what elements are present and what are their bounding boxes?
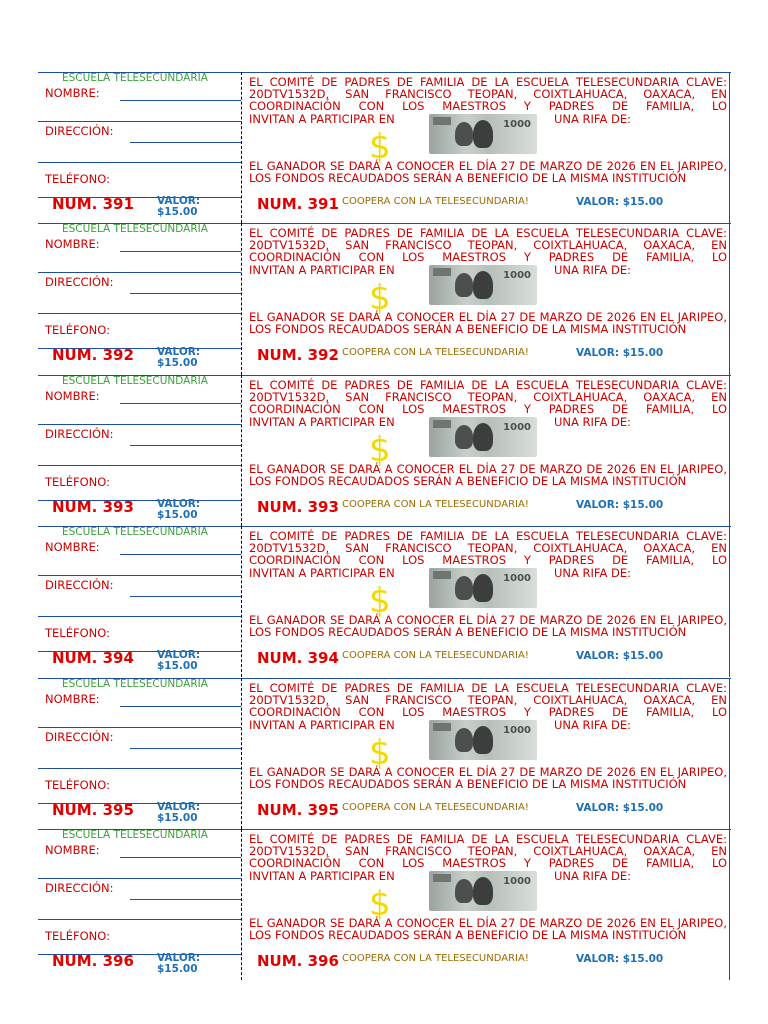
stub-address-label: DIRECCIÓN: — [45, 426, 114, 441]
stub-name-field[interactable] — [120, 100, 241, 101]
invitation-text: EL COMITÉ DE PADRES DE FAMILIA DE LA ESCUELA TELESECUNDARIA CLAVE: 20DTV1532D, SAN FRANCISCO TEOPAN, COIXTLAHUACA, OAXACA, EN COORDINACIÓN CON LOS MAESTROS Y PADRES DE FAMILIA, LO — [249, 832, 727, 870]
stub-address-label: DIRECCIÓN: — [45, 275, 114, 290]
ticket-main — [243, 829, 730, 980]
coopera-slogan: COOPERA CON LA TELESECUNDARIA! — [342, 801, 529, 813]
stub-school-name: ESCUELA TELESECUNDARIA — [62, 72, 208, 84]
banknote-portrait — [455, 879, 473, 903]
ticket-number: NUM. 394 — [257, 649, 339, 668]
raffle-label: UNA RIFA DE: — [554, 414, 632, 429]
raffle-ticket — [38, 375, 731, 526]
invitation-text-end: INVITAN A PARTICIPAR EN — [249, 566, 395, 581]
stub-phone-label: TELÉFONO: — [45, 172, 110, 186]
stub-ticket-number: NUM. 391 — [52, 195, 134, 213]
invitation-text: EL COMITÉ DE PADRES DE FAMILIA DE LA ESCUELA TELESECUNDARIA CLAVE: 20DTV1532D, SAN FRANCISCO TEOPAN, COIXTLAHUACA, OAXACA, EN COORDINACIÓN CON LOS MAESTROS Y PADRES DE FAMILIA, LO — [249, 680, 727, 719]
raffle-label: UNA RIFA DE: — [554, 112, 632, 126]
stub-divider — [38, 313, 241, 314]
dollar-sign-icon: $ — [369, 884, 391, 924]
stub-price-label: VALOR: — [157, 195, 201, 207]
invitation-text: EL COMITÉ DE PADRES DE FAMILIA DE LA ESCUELA TELESECUNDARIA CLAVE: 20DTV1532D, SAN FRANCISCO TEOPAN, COIXTLAHUACA, OAXACA, EN COORDINACIÓN CON LOS MAESTROS Y PADRES DE FAMILIA, LO — [249, 75, 727, 113]
banknote-tag — [433, 268, 451, 276]
ticket-stub — [38, 829, 242, 980]
ticket-stub — [38, 375, 242, 526]
stub-school-name: ESCUELA TELESECUNDARIA — [62, 829, 208, 841]
banknote-portrait — [455, 728, 473, 752]
stub-price-label: VALOR: — [157, 952, 201, 964]
banknote-denomination: 1000 — [503, 573, 531, 585]
banknote-tag — [433, 420, 451, 428]
stub-address-field[interactable] — [130, 748, 241, 749]
stub-name-field[interactable] — [120, 251, 241, 252]
coopera-slogan: COOPERA CON LA TELESECUNDARIA! — [342, 498, 529, 510]
stub-divider — [38, 575, 241, 576]
invitation-text: EL COMITÉ DE PADRES DE FAMILIA DE LA ESCUELA TELESECUNDARIA CLAVE: 20DTV1532D, SAN FRANCISCO TEOPAN, COIXTLAHUACA, OAXACA, EN COORDINACIÓN CON LOS MAESTROS Y PADRES DE FAMILIA, LO — [249, 226, 727, 265]
ticket-main — [243, 72, 730, 223]
dollar-sign-icon: $ — [369, 127, 391, 167]
invitation-text-end: INVITAN A PARTICIPAR EN — [249, 717, 395, 732]
invitation-text-end: INVITAN A PARTICIPAR EN — [249, 414, 395, 429]
invitation-text: EL COMITÉ DE PADRES DE FAMILIA DE LA ESCUELA TELESECUNDARIA CLAVE: 20DTV1532D, SAN FRANCISCO TEOPAN, COIXTLAHUACA, OAXACA, EN COORDINACIÓN CON LOS MAESTROS Y PADRES DE FAMILIA, LO — [249, 377, 727, 416]
ticket-stub — [38, 526, 242, 677]
stub-address-label: DIRECCIÓN: — [45, 729, 114, 744]
stub-divider — [38, 424, 241, 425]
ticket-main — [243, 678, 730, 829]
stub-price — [157, 953, 217, 975]
banknote-portrait — [455, 122, 473, 146]
stub-name-label: NOMBRE: — [45, 691, 100, 706]
invitation-text-end: INVITAN A PARTICIPAR EN — [249, 112, 395, 126]
stub-divider — [38, 162, 241, 163]
banknote-denomination: 1000 — [503, 421, 531, 433]
invitation-text-end: INVITAN A PARTICIPAR EN — [249, 869, 395, 883]
ticket-stub — [38, 223, 242, 374]
stub-price-amount: $15.00 — [157, 811, 198, 824]
ticket-price: VALOR: $15.00 — [576, 650, 664, 663]
stub-phone-label: TELÉFONO: — [45, 929, 110, 943]
stub-address-label: DIRECCIÓN: — [45, 578, 114, 593]
dollar-sign-icon: $ — [369, 732, 391, 773]
stub-divider — [38, 727, 241, 728]
ticket-price: VALOR: $15.00 — [576, 801, 664, 814]
raffle-ticket — [38, 526, 731, 677]
stub-price-amount: $15.00 — [157, 206, 198, 218]
stub-price-label: VALOR: — [157, 649, 201, 662]
stub-name-label: NOMBRE: — [45, 843, 100, 857]
stub-name-field[interactable] — [120, 403, 241, 404]
banknote-portrait — [473, 423, 493, 451]
banknote-tag — [433, 874, 451, 882]
stub-name-field[interactable] — [120, 554, 241, 555]
raffle-label: UNA RIFA DE: — [554, 263, 632, 278]
stub-divider — [38, 272, 241, 273]
banknote-portrait — [455, 576, 473, 600]
stub-price-amount: $15.00 — [157, 508, 198, 521]
banknote-denomination: 1000 — [503, 876, 531, 887]
banknote-denomination: 1000 — [503, 119, 531, 130]
stub-address-label: DIRECCIÓN: — [45, 124, 114, 138]
stub-ticket-number: NUM. 394 — [52, 649, 134, 668]
dollar-sign-icon: $ — [369, 429, 391, 470]
coopera-slogan: COOPERA CON LA TELESECUNDARIA! — [342, 953, 529, 964]
ticket-price: VALOR: $15.00 — [576, 953, 664, 965]
winner-announcement: EL GANADOR SE DARÁ A CONOCER EL DÍA 27 DE MARZO DE 2026 EN EL JARIPEO, LOS FONDOS RECAUDADOS SERÁN A BENEFICIO DE LA MISMA INSTITUCIÓN — [249, 461, 727, 488]
stub-price-label: VALOR: — [157, 497, 201, 510]
banknote-portrait — [473, 877, 493, 905]
banknote-denomination: 1000 — [503, 270, 531, 282]
ticket-main — [243, 375, 730, 526]
stub-ticket-number: NUM. 396 — [52, 952, 134, 970]
stub-ticket-number: NUM. 392 — [52, 346, 134, 365]
winner-announcement: EL GANADOR SE DARÁ A CONOCER EL DÍA 27 DE MARZO DE 2026 EN EL JARIPEO, LOS FONDOS RECAUDADOS SERÁN A BENEFICIO DE LA MISMA INSTITUCIÓN — [249, 916, 727, 942]
stub-divider — [38, 768, 241, 769]
coopera-slogan: COOPERA CON LA TELESECUNDARIA! — [342, 196, 529, 207]
stub-divider — [38, 121, 241, 122]
dollar-sign-icon: $ — [369, 278, 391, 319]
ticket-number: NUM. 396 — [257, 952, 339, 970]
stub-divider — [38, 465, 241, 466]
raffle-label: UNA RIFA DE: — [554, 869, 632, 883]
ticket-main — [243, 526, 730, 677]
banknote-portrait — [473, 120, 493, 148]
raffle-label: UNA RIFA DE: — [554, 566, 632, 581]
banknote-image — [429, 265, 537, 305]
stub-school-name: ESCUELA TELESECUNDARIA — [62, 374, 208, 387]
stub-ticket-number: NUM. 393 — [52, 497, 134, 516]
stub-school-name: ESCUELA TELESECUNDARIA — [62, 223, 208, 236]
banknote-image — [429, 114, 537, 154]
stub-address-field[interactable] — [130, 445, 241, 446]
banknote-tag — [433, 117, 451, 125]
ticket-price: VALOR: $15.00 — [576, 498, 664, 511]
ticket-number: NUM. 392 — [257, 346, 339, 365]
raffle-sheet — [38, 72, 731, 975]
ticket-number: NUM. 393 — [257, 497, 339, 516]
stub-phone-label: TELÉFONO: — [45, 626, 110, 641]
ticket-stub — [38, 678, 242, 829]
stub-phone-label: TELÉFONO: — [45, 777, 110, 792]
stub-school-name: ESCUELA TELESECUNDARIA — [62, 677, 208, 690]
raffle-ticket — [38, 223, 731, 374]
stub-price-label: VALOR: — [157, 346, 201, 359]
raffle-ticket — [38, 678, 731, 829]
stub-address-field[interactable] — [130, 596, 241, 597]
stub-name-label: NOMBRE: — [45, 86, 100, 100]
stub-address-field[interactable] — [130, 293, 241, 294]
ticket-price: VALOR: $15.00 — [576, 347, 664, 360]
stub-price-label: VALOR: — [157, 800, 201, 813]
coopera-slogan: COOPERA CON LA TELESECUNDARIA! — [342, 650, 529, 662]
ticket-number: NUM. 391 — [257, 195, 339, 213]
ticket-main — [243, 223, 730, 374]
stub-name-field[interactable] — [120, 857, 241, 858]
banknote-image — [429, 720, 537, 760]
banknote-portrait — [455, 273, 473, 297]
stub-price — [157, 499, 217, 521]
stub-name-label: NOMBRE: — [45, 237, 100, 252]
stub-divider — [38, 616, 241, 617]
stub-address-field[interactable] — [130, 142, 241, 143]
stub-phone-label: TELÉFONO: — [45, 323, 110, 338]
banknote-tag — [433, 571, 451, 579]
stub-price — [157, 802, 217, 824]
ticket-stub — [38, 72, 242, 223]
banknote-tag — [433, 723, 451, 731]
winner-announcement: EL GANADOR SE DARÁ A CONOCER EL DÍA 27 DE MARZO DE 2026 EN EL JARIPEO, LOS FONDOS RECAUDADOS SERÁN A BENEFICIO DE LA MISMA INSTITUCIÓN — [249, 310, 727, 337]
stub-address-field[interactable] — [130, 899, 241, 900]
stub-address-label: DIRECCIÓN: — [45, 881, 114, 895]
banknote-denomination: 1000 — [503, 724, 531, 736]
stub-school-name: ESCUELA TELESECUNDARIA — [62, 526, 208, 539]
banknote-image — [429, 417, 537, 457]
dollar-sign-icon: $ — [369, 581, 391, 622]
banknote-portrait — [473, 726, 493, 754]
stub-price-amount: $15.00 — [157, 357, 198, 370]
winner-announcement: EL GANADOR SE DARÁ A CONOCER EL DÍA 27 DE MARZO DE 2026 EN EL JARIPEO, LOS FONDOS RECAUDADOS SERÁN A BENEFICIO DE LA MISMA INSTITUCIÓN — [249, 613, 727, 640]
ticket-price: VALOR: $15.00 — [576, 196, 664, 208]
stub-price-amount: $15.00 — [157, 660, 198, 673]
banknote-portrait — [473, 271, 493, 299]
stub-phone-label: TELÉFONO: — [45, 474, 110, 489]
raffle-ticket — [38, 72, 731, 223]
invitation-text: EL COMITÉ DE PADRES DE FAMILIA DE LA ESCUELA TELESECUNDARIA CLAVE: 20DTV1532D, SAN FRANCISCO TEOPAN, COIXTLAHUACA, OAXACA, EN COORDINACIÓN CON LOS MAESTROS Y PADRES DE FAMILIA, LO — [249, 529, 727, 568]
stub-name-label: NOMBRE: — [45, 540, 100, 555]
ticket-number: NUM. 395 — [257, 800, 339, 819]
banknote-image — [429, 568, 537, 608]
invitation-text-end: INVITAN A PARTICIPAR EN — [249, 263, 395, 278]
stub-name-field[interactable] — [120, 706, 241, 707]
stub-divider — [38, 878, 241, 879]
raffle-ticket — [38, 829, 731, 980]
stub-price — [157, 650, 217, 672]
banknote-image — [429, 871, 537, 911]
raffle-label: UNA RIFA DE: — [554, 717, 632, 732]
stub-price-amount: $15.00 — [157, 963, 198, 975]
stub-price — [157, 347, 217, 369]
stub-name-label: NOMBRE: — [45, 388, 100, 403]
banknote-portrait — [455, 425, 473, 449]
stub-ticket-number: NUM. 395 — [52, 800, 134, 819]
coopera-slogan: COOPERA CON LA TELESECUNDARIA! — [342, 347, 529, 359]
winner-announcement: EL GANADOR SE DARÁ A CONOCER EL DÍA 27 DE MARZO DE 2026 EN EL JARIPEO, LOS FONDOS RECAUDADOS SERÁN A BENEFICIO DE LA MISMA INSTITUCIÓN — [249, 159, 727, 185]
stub-divider — [38, 919, 241, 920]
banknote-portrait — [473, 574, 493, 602]
stub-price — [157, 196, 217, 218]
winner-announcement: EL GANADOR SE DARÁ A CONOCER EL DÍA 27 DE MARZO DE 2026 EN EL JARIPEO, LOS FONDOS RECAUDADOS SERÁN A BENEFICIO DE LA MISMA INSTITUCIÓN — [249, 764, 727, 791]
